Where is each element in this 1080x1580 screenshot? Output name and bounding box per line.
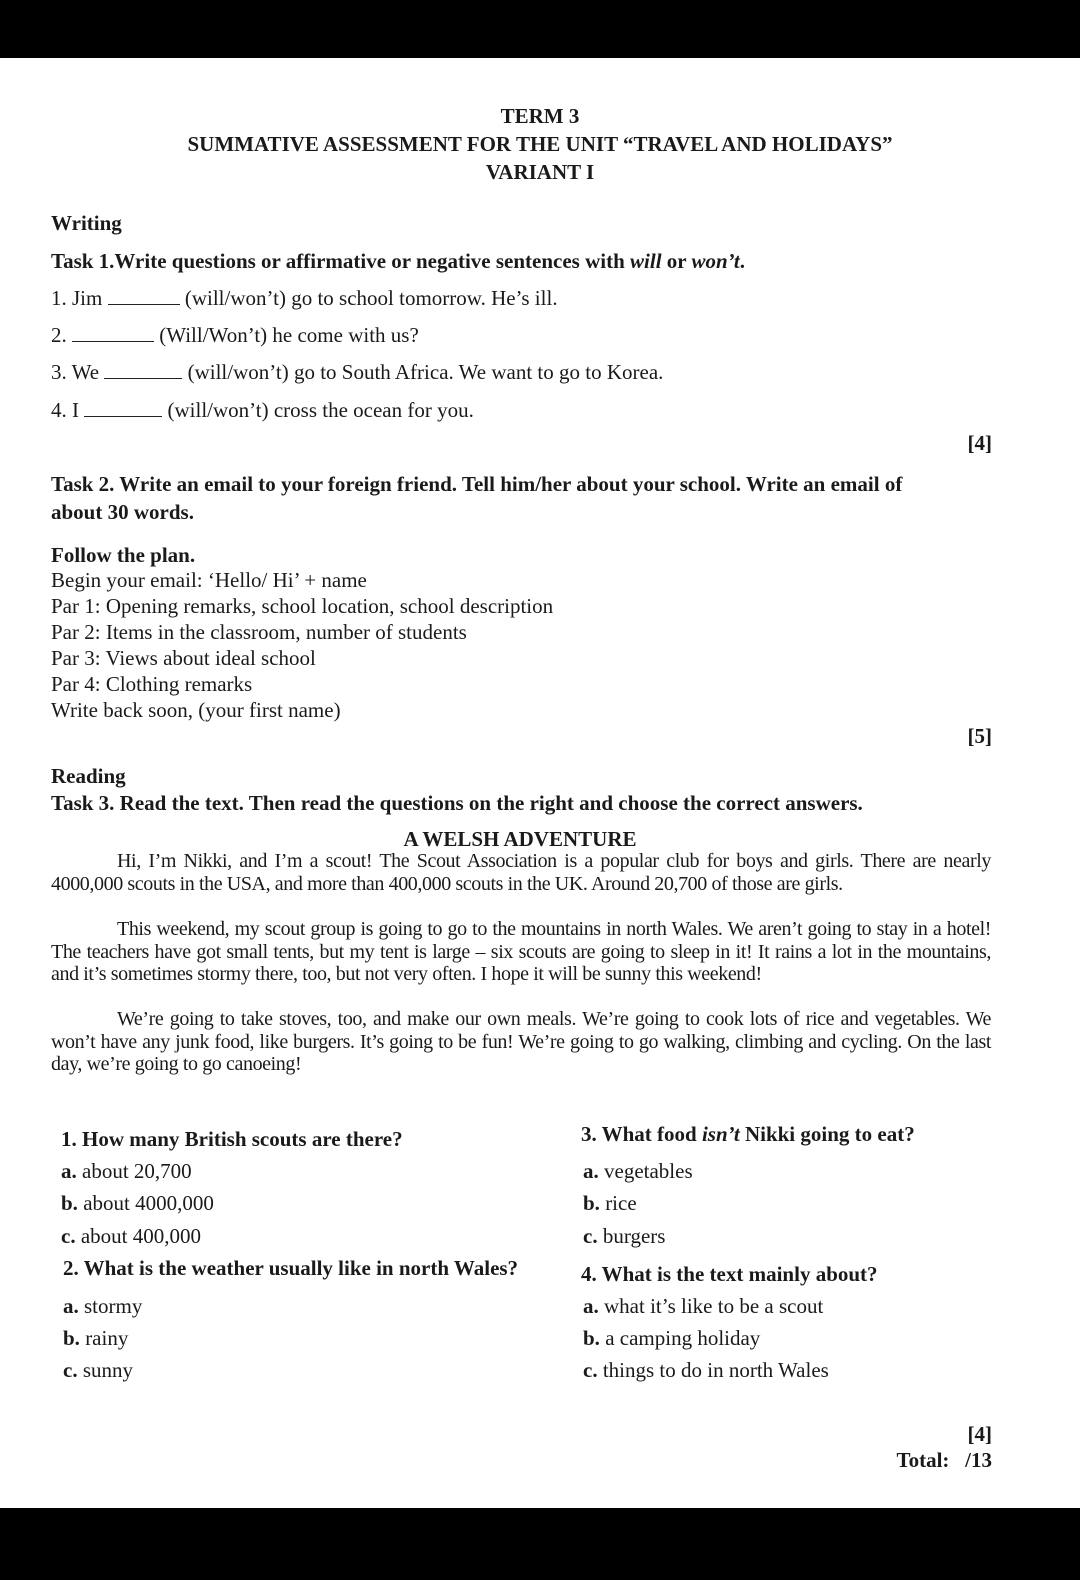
reading-heading: Reading [51, 764, 126, 788]
task1-item-2: 2. (Will/Won’t) he come with us? [51, 323, 419, 347]
answer-blank[interactable] [104, 360, 182, 379]
question-1: 1. How many British scouts are there? [61, 1127, 403, 1151]
passage-paragraph-1: Hi, I’m Nikki, and I’m a scout! The Scout Association is a popular club for boys and girls. There are nearly 4000,000 scouts in the USA, and more than 400,000 scouts in the UK. Around 20,700 of those are girls. [51, 850, 991, 895]
plan-item: Write back soon, (your first name) [51, 698, 341, 722]
option-4b[interactable]: b. a camping holiday [583, 1326, 761, 1350]
plan-item: Par 4: Clothing remarks [51, 672, 253, 696]
option-4c[interactable]: c. things to do in north Wales [583, 1358, 829, 1382]
question-4: 4. What is the text mainly about? [581, 1262, 878, 1286]
plan-item: Par 2: Items in the classroom, number of students [51, 620, 467, 644]
task1-score: [4] [967, 431, 992, 455]
answer-blank[interactable] [72, 323, 154, 342]
option-1a[interactable]: a. about 20,700 [61, 1159, 192, 1183]
task1-item-3: 3. We (will/won’t) go to South Africa. We want to go to Korea. [51, 360, 664, 384]
option-3b[interactable]: b. rice [583, 1191, 637, 1215]
option-2b[interactable]: b. rainy [63, 1326, 129, 1350]
term-heading: TERM 3 [500, 104, 580, 128]
question-3: 3. What food isn’t Nikki going to eat? [581, 1122, 915, 1146]
task1-item-1: 1. Jim (will/won’t) go to school tomorrow. He’s ill. [51, 286, 558, 310]
question-2: 2. What is the weather usually like in north Wales? [63, 1256, 519, 1280]
option-2c[interactable]: c. sunny [63, 1358, 134, 1382]
task2-title-line2: about 30 words. [51, 500, 194, 524]
option-2a[interactable]: a. stormy [63, 1294, 143, 1318]
bottom-black-bar [0, 1508, 1080, 1580]
plan-item: Begin your email: ‘Hello/ Hi’ + name [51, 568, 367, 592]
option-4a[interactable]: a. what it’s like to be a scout [583, 1294, 824, 1318]
passage-paragraph-2: This weekend, my scout group is going to go to the mountains in north Wales. We aren’t going to stay in a hotel! The teachers have got small tents, but my tent is large – six scouts are going to sleep in it! It rains a lot in the mountains, and it’s sometimes stormy there, too, but not very often. I hope it will be sunny this weekend! [51, 918, 991, 985]
total-score: Total: /13 [896, 1448, 992, 1472]
answer-blank[interactable] [84, 398, 162, 417]
passage-paragraph-3: We’re going to take stoves, too, and make our own meals. We’re going to cook lots of rice and vegetables. We won’t have any junk food, like burgers. It’s going to be fun! We’re going to go walking, climbing and cycling. On the last day, we’re going to go canoeing! [51, 1008, 991, 1075]
text-title: A WELSH ADVENTURE [403, 827, 637, 851]
task2-score: [5] [967, 724, 992, 748]
task1-item-4: 4. I (will/won’t) cross the ocean for you. [51, 398, 474, 422]
variant-heading: VARIANT I [485, 160, 595, 184]
task2-title-line1: Task 2. Write an email to your foreign friend. Tell him/her about your school. Write an email of [51, 472, 903, 496]
option-3c[interactable]: c. burgers [583, 1224, 666, 1248]
option-1b[interactable]: b. about 4000,000 [61, 1191, 214, 1215]
answer-blank[interactable] [108, 286, 180, 305]
task3-score: [4] [967, 1422, 992, 1446]
plan-item: Par 3: Views about ideal school [51, 646, 316, 670]
top-black-bar [0, 0, 1080, 58]
option-3a[interactable]: a. vegetables [583, 1159, 693, 1183]
writing-heading: Writing [51, 211, 122, 235]
plan-heading: Follow the plan. [51, 543, 196, 567]
option-1c[interactable]: c. about 400,000 [61, 1224, 201, 1248]
document-title: SUMMATIVE ASSESSMENT FOR THE UNIT “TRAVEL AND HOLIDAYS” [187, 132, 893, 156]
plan-item: Par 1: Opening remarks, school location, school description [51, 594, 554, 618]
task1-title: Task 1.Write questions or affirmative or negative sentences with will or won’t. [51, 249, 745, 273]
task3-title: Task 3. Read the text. Then read the questions on the right and choose the correct answers. [51, 791, 863, 815]
